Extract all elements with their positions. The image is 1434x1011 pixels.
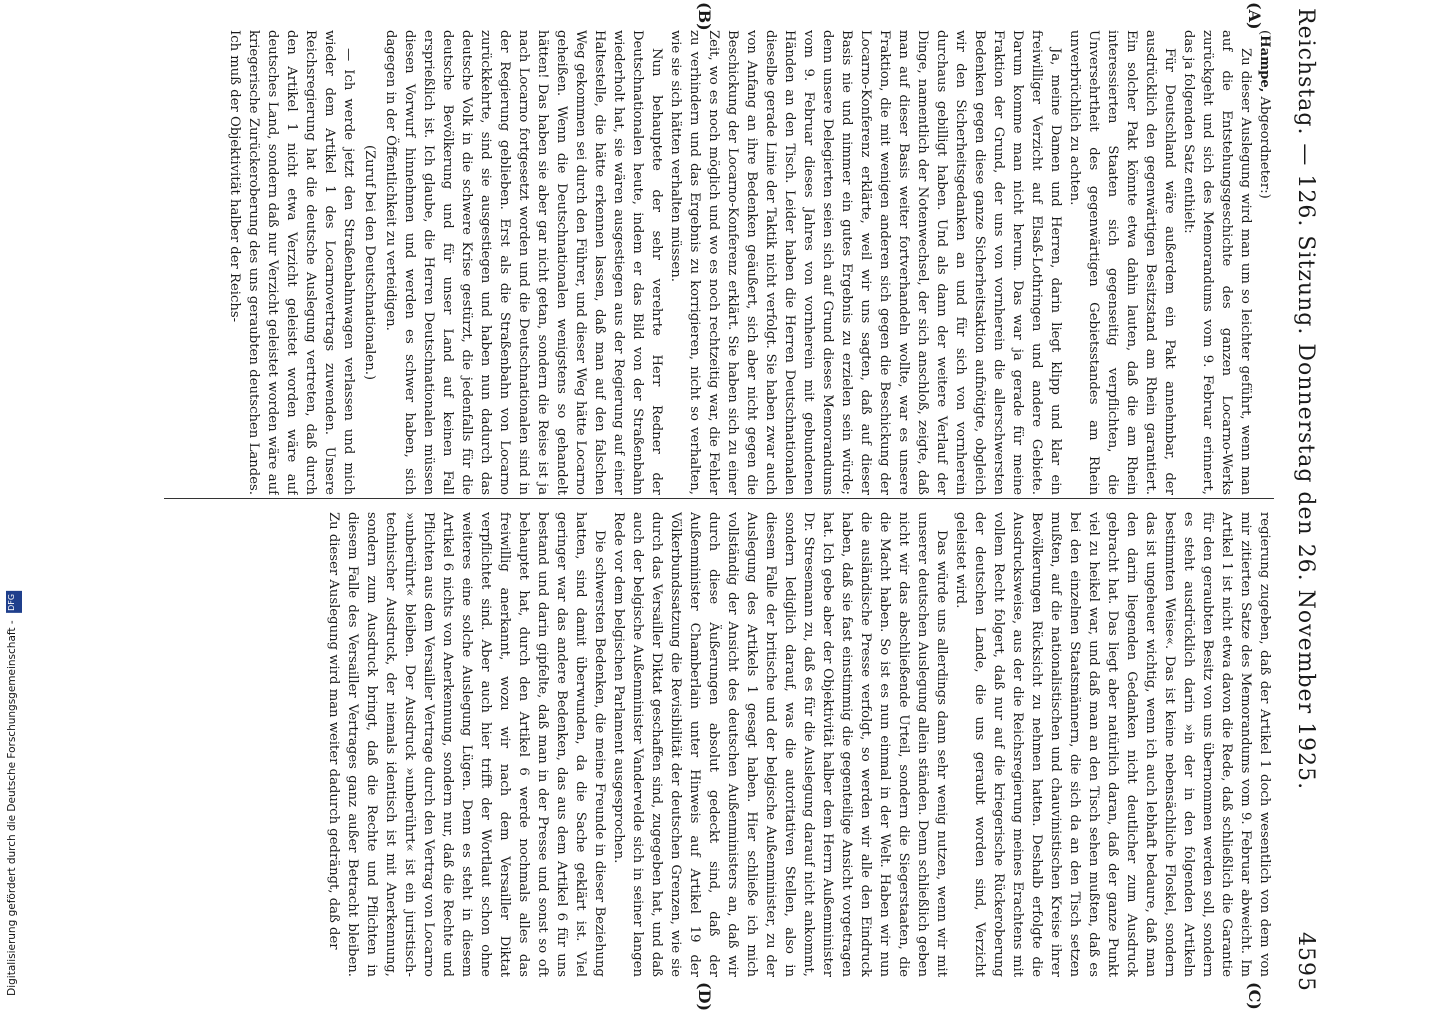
paragraph: — Ich werde jetzt den Straßenbahnwagen verlassen und mich wieder dem Artikel 1 des Locarnovertrags zuwenden. Unsere Reichsregierung hat die deutsche Auslegung vertreten, daß durch den Artikel 1 nicht etwa Verzicht geleistet worden wäre auf deutsches Land, sondern daß nur Verzicht geleistet worden wäre auf kriegerische Zurückeroberung des uns geraubten deutschen Landes. Ich muß der Objektivität halber der Reichs- [227,30,356,495]
paragraph: Die schwersten Bedenken, die meine Freunde in dieser Beziehung hatten, sind damit überwunden, da die Sache geklärt ist. Viel geringer war das andere Bedenken, das aus dem Artikel 6 für uns bestand und darin gipfelte, daß man in der Presse und sonst so oft behauptet hat, durch den Artikel 6 werde nochmals alles das freiwillig anerkannt, wozu wir nach dem Versailler Diktat verpflichtet sind. Aber auch hier trifft der Wortlaut schon ohne weiteres eine solche Auslegung Lügen. Denn es steht in diesem Artikel 6 nichts von Anerkennung, sondern nur, daß die Rechte und Pflichten aus dem Versailler Vertrage durch den Vertrag von Locarno »unberührt« bleiben. Der Ausdruck »unberührt« ist ein juristisch-technischer Ausdruck, der niemals identisch ist mit Anerkennung, sondern zum Ausdruck bringt, daß die Rechte und Pflichten in diesem Falle des Versailler Vertrages ganz außer Betracht bleiben. Zu dieser Auslegung wird man weiter dadurch gedrängt, daß der [326,512,607,977]
paragraph: Das würde uns allerdings dann sehr wenig nutzen, wenn wir mit unserer deutschen Auslegung allein ständen. Denn schließlich geben nicht wir das abschließende Urteil, sondern die Siegerstaaten, die die Macht haben. So ist es nun einmal in der Welt. Haben wir nun die ausländische Presse verfolgt, so werden wir alle den Eindruck haben, daß sie fast einstimmig die gegenteilige Ansicht vorgetragen hat. Ich gebe aber der Objektivität halber dem Herrn Außenminister Dr. Stresemann zu, daß es für die Auslegung darauf nicht ankommt, sondern lediglich darauf, was die autoritativen Stellen, also in diesem Falle der britische und der belgische Außenminister, zu der Auslegung des Artikels 1 gesagt haben. Hier schließe ich mich vollständig der Ansicht des deutschen Außenministers an, daß wir durch diese Äußerungen absolut gedeckt sind, daß der Außenminister Chamberlain unter Hinweis auf Artikel 19 der Völkerbundssatzung die Revisibilität der deutschen Grenzen, wie sie durch das Versailler Diktat geschaffen sind, zugegeben hat, und daß auch der belgische Außenminister Vandervelde sich in seiner langen Rede vor dem belgischen Parlament ausgesprochen. [611,512,949,977]
dfg-logo-icon: DFG [6,591,22,613]
paragraph: regierung zugeben, daß der Artikel 1 doch wesentlich von dem von mir zitierten Satze des Memorandums vom 9. Februar abweicht. Im Artikel 1 ist nicht etwa davon die Rede, daß schließlich die Garantie für den geraubten Besitz von uns übernommen werden soll, sondern es steht ausdrücklich darin »in der in den folgenden Artikeln bestimmten Weise«. Das ist keine nebensächliche Floskel, sondern das ist ungeheuer wichtig, wenn ich auch lebhaft bedaure, daß man den darin liegenden Gedanken nicht deutlicher zum Ausdruck gebracht hat. Das liegt aber natürlich daran, daß der ganze Punkt viel zu heikel war, und daß man an den Tisch sehen mußten, daß es bei den einzelnen Staatsmännern, die sich da an den Tisch setzen mußten, auf die nationalistischen und chauvinistischen Kreise ihrer Bevölkerungen Rücksicht zu nehmen hatten. Deshalb erfolgte die Ausdrucksweise, aus der die Reichsregierung meines Erachtens mit vollem Recht folgert, daß nur auf die kriegerische Rückeroberung der deutschen Lande, die uns geraubt worden sind, Verzicht geleistet wird. [953,512,1272,977]
speaker-role: Abgeordneter: [1257,96,1272,194]
left-text-column [164,30,1274,495]
rotated-newspaper-page [120,0,1320,1011]
paragraph: Nun behauptete der sehr verehrte Herr Redner der Deutschnationalen heute, indem er das Bild von der Straßenbahn wiederholt hat, sie wären ausgestiegen aus der Regierung auf einer Haltestelle, die hätte erkennen lassen, daß man auf den falschen Weg gekommen sei durch den Führer, und dieser Weg hätte Locarno geheißen. Wenn die Deutschnationalen wenigstens so gehandelt hätten! Das haben sie aber gar nicht getan, sondern die Reise ist ja nach Locarno fortgesetzt worden und die Deutschnationalen sind in der Regierung geblieben. Erst als die Straßenbahn von Locarno zurückkehrte, sind sie ausgestiegen und haben nun dadurch das deutsche Volk in die schwere Krise gestürzt, die jedenfalls für die deutsche Bevölkerung und für unser Land auf keinen Fall ersprießlich ist. Ich glaube, die Herren Deutschnationalen müssen diesen Vorwurf hinnehmen und werden es schwer haben, sich dagegen in der Öffentlichkeit zu verteidigen. [383,30,664,495]
column-divider [164,498,1274,499]
speaker-name: Hampe, [1257,35,1272,93]
quoted-paragraph: Für Deutschland wäre außerdem ein Pakt annehmbar, der ausdrücklich den gegenwärtigen Besitzstand am Rhein garantiert. Ein solcher Pakt könnte etwa dahin lauten, daß die am Rhein interessierten Staaten sich gegenseitig verpflichten, die Unversehrtheit des gegenwärtigen Gebietsstandes am Rhein unverbrüchlich zu achten. [1067,30,1177,495]
page-header [1278,8,1318,992]
digitization-notice [6,591,22,996]
interjection: (Zuruf bei den Deutschnationalen.) [362,144,377,381]
margin-marker-b: (B) [695,2,714,31]
margin-marker-d: (D) [695,982,714,1011]
margin-marker-c: (C) [1245,982,1264,1010]
page-number: 4595 [1293,932,1318,992]
speaker-line: (Hampe, Abgeordneter:) [1257,30,1272,199]
notice-text: Digitalisierung gefördert durch die Deutsche Forschungsgemeinschaft - [6,620,18,996]
running-title: Reichstag. — 126. Sitzung. Donnerstag den 26. November 1925. [1293,8,1318,791]
margin-marker-a: (A) [1245,2,1264,30]
paragraph: Zu dieser Auslegung wird man um so leichter geführt, wenn man auf die Entstehungsgeschichte des ganzen Locarno-Werks zurückgeht und sich des Memorandums vom 9. Februar erinnert, das ja folgenden Satz enthielt: [1181,30,1253,495]
paragraph: Ja, meine Damen und Herren, darin liegt klipp und klar ein freiwilliger Verzicht auf Elsaß-Lothringen und andere Gebiete. Darum komme man nicht herum. Das war ja gerade für meine Fraktion der Grund, der uns von vornherein die allerschwersten Bedenken gegen diese ganze Sicherheitsaktion aufnötigte, obgleich wir den Sicherheitsgedanken an und für sich von vornherein durchaus gebilligt haben. Und als dann der weitere Verlauf der Dinge, namentlich der Notenwechsel, der sich anschloß, zeigte, daß man auf dieser Basis weiter fortverhandeln wollte, war es unsere Fraktion, die mit wenigen anderen sich gegen die Beschickung der Locarno-Konferenz erklärte, weil wir uns sagten, daß auf dieser Basis nie und nimmer ein gutes Ergebnis zu erzielen sein würde; denn unsere Delegierten seien sich auf Grund dieses Memorandums vom 9. Februar dieses Jahres von vornherein mit gebundenen Händen an den Tisch. Leider haben die Herren Deutschnationalen dieselbe gerade Linie der Taktik nicht verfolgt. Sie haben zwar auch von Anfang an ihre Bedenken geäußert, sich aber nicht gegen die Beschickung der Locarno-Konferenz erklärt. Sie haben sich zu einer Zeit, wo es noch möglich und wo es noch rechtzeitig war, die Fehler zu verhindern und das Ergebnis zu korrigieren, nicht so verhalten, wie sie sich hätten verhalten müssen. [668,30,1063,495]
right-text-column [164,512,1274,977]
